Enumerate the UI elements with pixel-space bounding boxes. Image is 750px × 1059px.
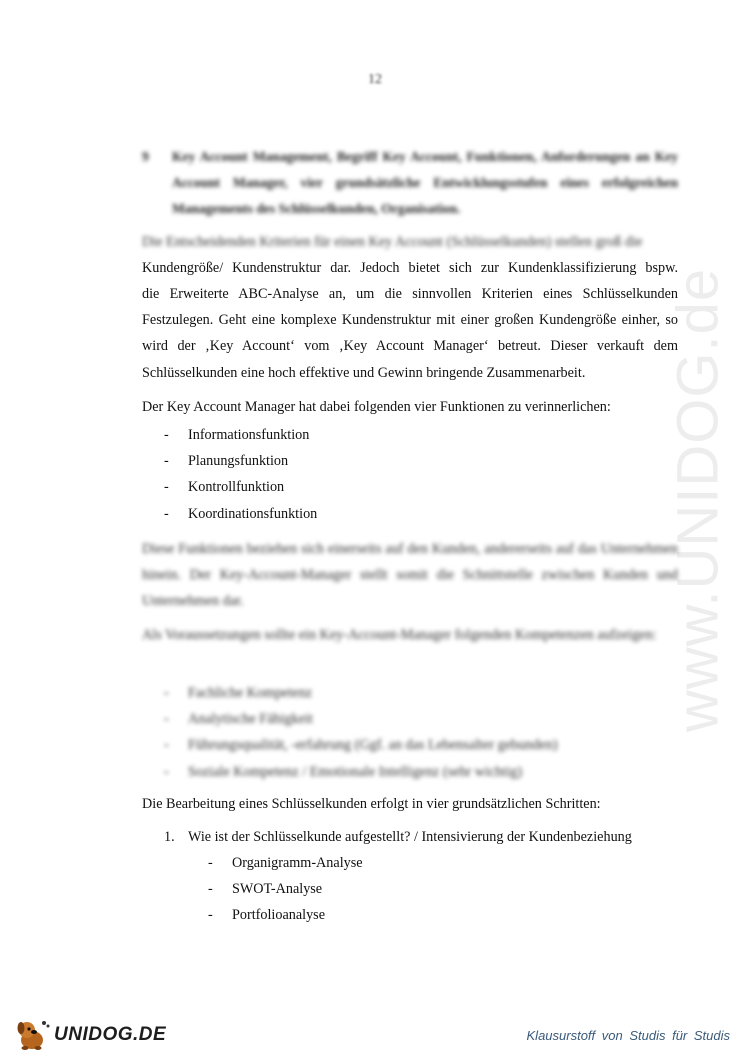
list-item (186, 876, 363, 902)
dash-bullet: - (164, 505, 169, 522)
list-item-text: SWOT-Analyse (232, 881, 323, 898)
list-item-text: Soziale Kompetenz / Emotionale Intelligenz (sehr wichtig) (188, 763, 523, 780)
list-item (142, 759, 558, 785)
dash-bullet: - (164, 763, 169, 780)
paragraph-3: Diese Funktionen beziehen sich einerseits auf den Kunden, andererseits auf das Unternehmen hinein. Der Key-Account-Manager stellt somit die Schnittstelle zwischen Kunden und Unternehmen dar. (142, 541, 678, 610)
paragraph-1-blurred-line: Die Entscheidenden Kriterien für einen Key Account (Schlüsselkunden) stellen groß die (142, 234, 643, 250)
dash-bullet: - (164, 479, 169, 496)
paragraph-4: Als Voraussetzungen sollte ein Key-Account-Manager folgenden Kompetenzen aufzeigen: (142, 627, 657, 643)
list-item-text: Führungsqualität, -erfahrung (Ggf. an das Lebensalter gebunden) (188, 737, 558, 754)
step-item (142, 824, 678, 850)
paragraph-1-line-1: Kundengröße/ Kundenstruktur dar. Jedoch bietet sich zur Kundenklassifizierung bspw. (142, 260, 678, 276)
paragraph-1: die Erweiterte ABC-Analyse an, um die sinnvollen Kriterien eines Schlüsselkunden Festzulegen. Geht eine komplexe Kundenstruktur mit einer großen Kundengröße einher, so wird der ‚Key Account‘ vom ‚Key Account Manager‘ betreut. Dieser verkauft dem Schlüsselkunden eine hoch effektive und Gewinn bringende Zusammenarbeit. (142, 286, 678, 381)
list-item (142, 501, 317, 527)
step-number: 1. (164, 829, 175, 845)
list-item (142, 422, 317, 448)
step-sub-list (186, 850, 363, 929)
dash-bullet: - (208, 855, 213, 871)
dash-bullet: - (208, 907, 213, 924)
paragraph-2: Der Key Account Manager hat dabei folgenden vier Funktionen zu verinnerlichen: (142, 399, 611, 415)
dash-bullet: - (164, 427, 169, 443)
list-item-text: Portfolioanalyse (232, 907, 325, 924)
list-item (142, 474, 317, 500)
page-number: 12 (368, 72, 382, 87)
logo-text: UNIDOG.DE (54, 1024, 167, 1045)
list-item (142, 732, 558, 758)
section-title: Key Account Management, Begriff Key Account, Funktionen, Anforderungen an Key Account Manager, vier grundsätzliche Entwicklungsstufen eines erfolgreichen Managements des Schlüsselkunden, Organisation. (172, 149, 678, 216)
list-item (186, 850, 363, 876)
list-item-text: Organigramm-Analyse (232, 855, 363, 871)
competencies-list (142, 680, 558, 785)
dash-bullet: - (208, 881, 213, 898)
watermark-text: www.UNIDOG.de (665, 267, 731, 733)
list-item-text: Koordinationsfunktion (188, 505, 318, 522)
list-item (142, 448, 317, 474)
list-item-text: Planungsfunktion (188, 453, 289, 470)
functions-list (142, 422, 317, 527)
dash-bullet: - (164, 685, 169, 701)
list-item-text: Informationsfunktion (188, 427, 310, 443)
list-item (186, 902, 363, 928)
list-item-text: Analytische Fähigkeit (188, 711, 313, 728)
dog-icon (14, 1018, 50, 1052)
dash-bullet: - (164, 711, 169, 728)
step-text: Wie ist der Schlüsselkunde aufgestellt? / Intensivierung der Kundenbeziehung (188, 829, 632, 845)
paragraph-5: Die Bearbeitung eines Schlüsselkunden erfolgt in vier grundsätzlichen Schritten: (142, 796, 601, 812)
list-item-text: Fachliche Kompetenz (188, 685, 313, 701)
list-item (142, 680, 558, 706)
footer-tagline: Klausurstoff von Studis für Studis (526, 1028, 730, 1043)
unidog-logo (14, 1018, 166, 1052)
section-number: 9 (142, 149, 149, 164)
dash-bullet: - (164, 737, 169, 754)
dash-bullet: - (164, 453, 169, 470)
list-item (142, 706, 558, 732)
list-item-text: Kontrollfunktion (188, 479, 285, 496)
section-heading (142, 144, 678, 222)
